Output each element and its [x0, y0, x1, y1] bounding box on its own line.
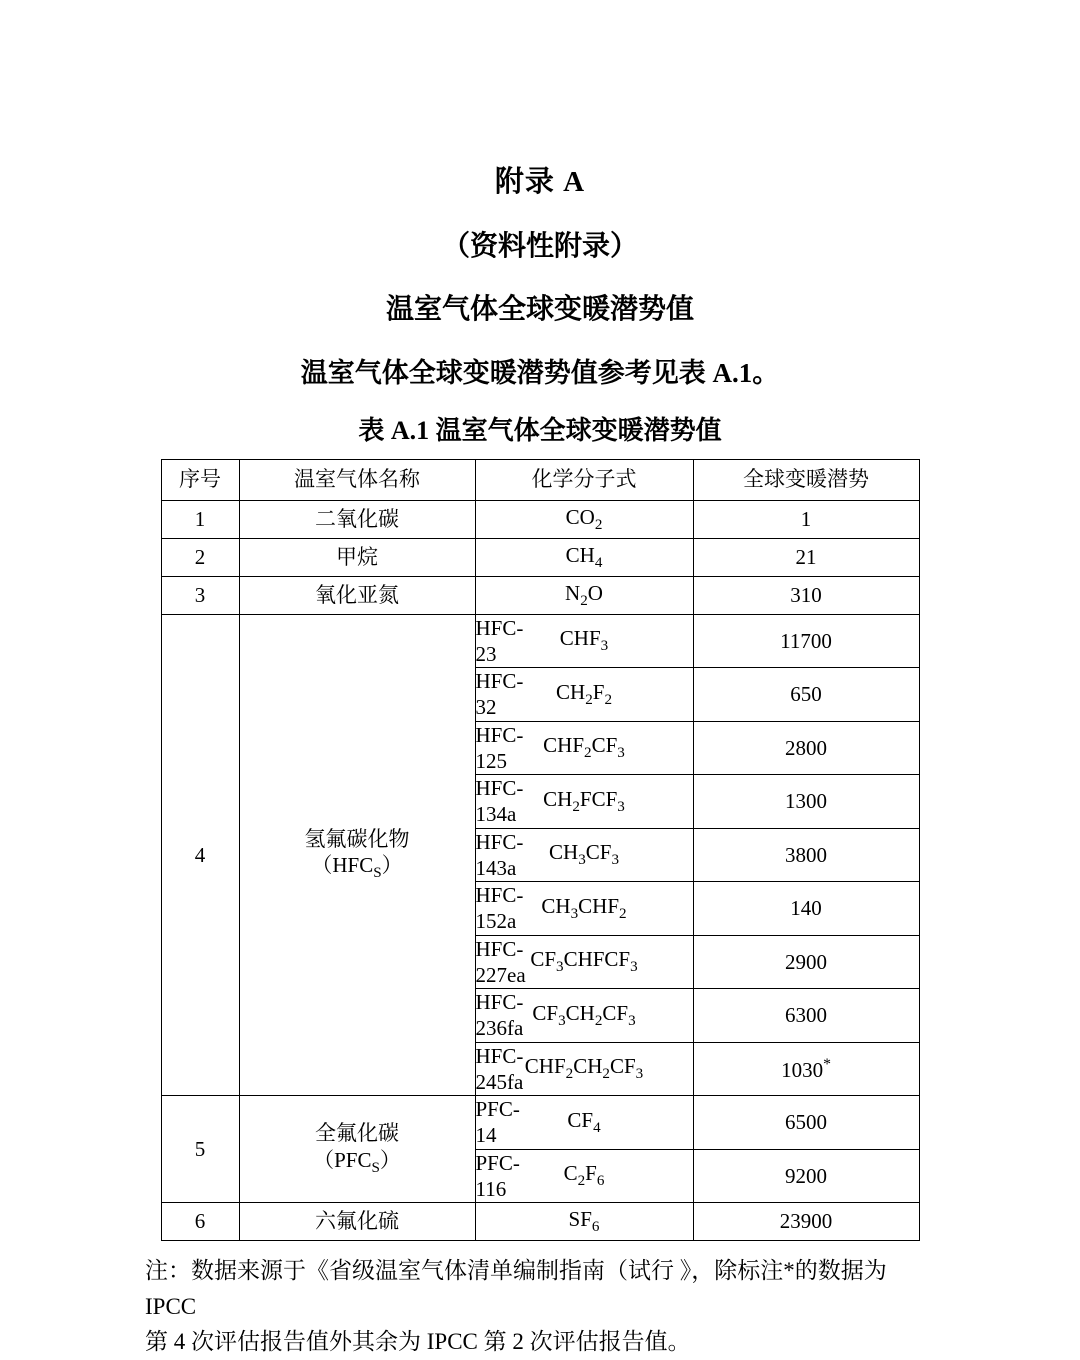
cell-gwp: 9200	[693, 1149, 919, 1203]
cell-formula: $CH_3CF_3$	[475, 828, 693, 882]
header-gwp: 全球变暖潜势	[693, 459, 919, 500]
cell-gwp: 140	[693, 882, 919, 936]
cell-gwp: 310	[693, 576, 919, 614]
cell-group-label-hfc	[239, 614, 475, 1096]
cell-formula: $C_2F_6$	[475, 1149, 693, 1203]
table-row: HFC-236fa $CF_3CH_2CF_3$ 6300	[161, 989, 919, 1043]
cell-gas-name: 六氟化硫	[239, 1203, 475, 1241]
table-row	[161, 500, 919, 538]
table-row: HFC-134a $CH_2FCF_3$ 1300	[161, 775, 919, 829]
table-row	[161, 576, 919, 614]
cell-formula: $CHF_2CH_2CF_3$	[475, 1042, 693, 1096]
cell-gwp: 650	[693, 668, 919, 722]
cell-formula: $CHF_3$	[475, 614, 693, 668]
appendix-heading-block	[0, 165, 1080, 447]
reference-line: 温室气体全球变暖潜势值参考见表 A.1。	[300, 357, 780, 388]
cell-no: 4	[161, 614, 239, 1096]
cell-gwp: 1	[693, 500, 919, 538]
cell-gwp: 2900	[693, 935, 919, 989]
appendix-kind: （资料性附录）	[441, 230, 638, 262]
table-row: HFC-227ea $CF_3CHFCF_3$ 2900	[161, 935, 919, 989]
cell-formula: $CH_4$	[475, 538, 693, 576]
gwp-table	[161, 459, 920, 1242]
table-row: 5 全氟化碳 $(PFC_S)$ PFC-14 $CF_4$ 6500	[161, 1096, 919, 1150]
cell-gwp: 2800	[693, 721, 919, 775]
table-row: HFC-32 $CH_2F_2$ 650	[161, 668, 919, 722]
cell-formula: $CH_2FCF_3$	[475, 775, 693, 829]
table-row: HFC-245fa $CHF_2CH_2CF_3$ 1030*	[161, 1042, 919, 1096]
group-label-line2: $(HFC_S)$	[311, 853, 403, 882]
header-name: 温室气体名称	[239, 459, 475, 500]
header-formula: 化学分子式	[475, 459, 693, 500]
cell-gas-name: 氧化亚氮	[239, 576, 475, 614]
cell-formula: $CF_3CH_2CF_3$	[475, 989, 693, 1043]
cell-gwp: 3800	[693, 828, 919, 882]
table-row: HFC-143a $CH_3CF_3$ 3800	[161, 828, 919, 882]
cell-no: 5	[161, 1096, 239, 1203]
table-row: PFC-116 $C_2F_6$ 9200	[161, 1149, 919, 1203]
table-note	[145, 1253, 935, 1360]
cell-gwp: 21	[693, 538, 919, 576]
table-header-row	[161, 459, 919, 500]
table-row	[161, 1203, 919, 1241]
table-row	[161, 538, 919, 576]
table-row: HFC-125 $CHF_2CF_3$ 2800	[161, 721, 919, 775]
cell-no: 2	[161, 538, 239, 576]
cell-group-label-pfc	[239, 1096, 475, 1203]
appendix-label: 附录 A	[494, 166, 586, 198]
cell-formula: $CH_3CHF_2$	[475, 882, 693, 936]
cell-formula: $CO_2$	[475, 500, 693, 538]
note-line-2: 第 4 次评估报告值外其余为 IPCC 第 2 次评估报告值。	[145, 1329, 691, 1355]
group-label-line1: 氢氟碳化物	[304, 827, 410, 852]
cell-formula: $CHF_2CF_3$	[475, 721, 693, 775]
cell-no: 1	[161, 500, 239, 538]
table-row: HFC-152a $CH_3CHF_2$ 140	[161, 882, 919, 936]
cell-gwp: 11700	[693, 614, 919, 668]
group-label-line1: 全氟化碳	[315, 1121, 399, 1146]
cell-formula: $SF_6$	[475, 1203, 693, 1241]
table-row: 4 氢氟碳化物 $(HFC_S)$ HFC-23 $CHF_3$ 11700	[161, 614, 919, 668]
cell-formula: $CF_3CHFCF_3$	[475, 935, 693, 989]
cell-gwp: 1300	[693, 775, 919, 829]
cell-gwp: 1030*	[693, 1042, 919, 1096]
cell-formula: $N_2O$	[475, 576, 693, 614]
cell-gas-name: 甲烷	[239, 538, 475, 576]
cell-gwp: 6500	[693, 1096, 919, 1150]
cell-gwp: 23900	[693, 1203, 919, 1241]
cell-formula: $CH_2F_2$	[475, 668, 693, 722]
cell-gas-name: 二氧化碳	[239, 500, 475, 538]
note-line-1: 注：数据来源于《省级温室气体清单编制指南（试行 》，除标注*的数据为 IPCC	[145, 1258, 887, 1319]
cell-no: 6	[161, 1203, 239, 1241]
table-caption: 表 A.1 温室气体全球变暖潜势值	[358, 416, 722, 446]
cell-no: 3	[161, 576, 239, 614]
document-page	[0, 165, 1080, 1355]
header-no: 序号	[161, 459, 239, 500]
appendix-title: 温室气体全球变暖潜势值	[385, 294, 694, 326]
cell-formula: $CF_4$	[475, 1096, 693, 1150]
cell-gwp: 6300	[693, 989, 919, 1043]
group-label-line2: $(PFC_S)$	[313, 1147, 401, 1176]
